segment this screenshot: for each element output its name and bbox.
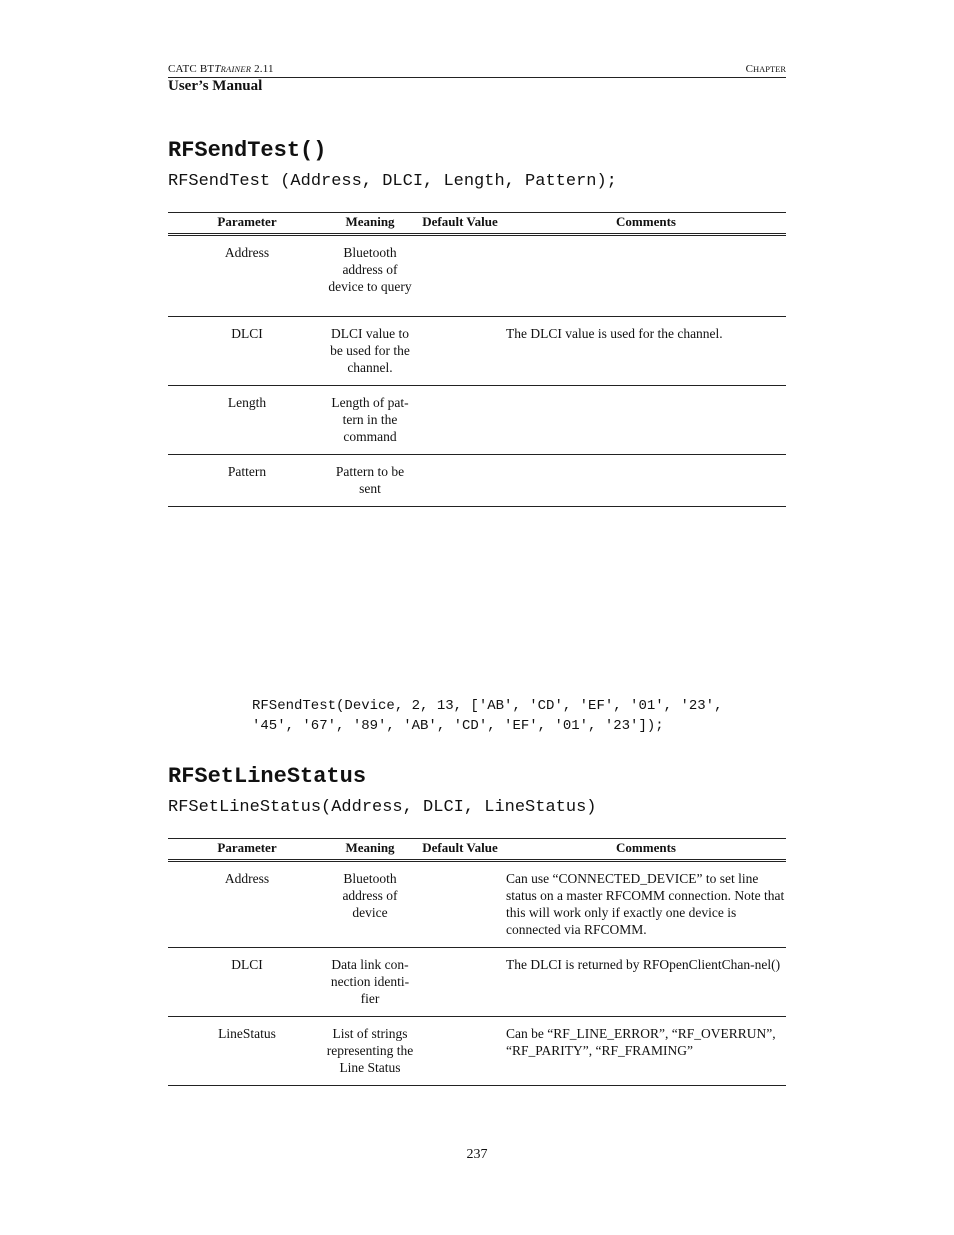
- table-row: [168, 235, 786, 317]
- running-header-chapter: [746, 63, 786, 75]
- cell-comments: The DLCI is returned by RFOpenClientChan-nel(): [506, 948, 786, 1017]
- cell-parameter: DLCI: [168, 948, 326, 1017]
- cell-parameter: DLCI: [168, 317, 326, 386]
- cell-default: [414, 235, 506, 317]
- table-row: [168, 455, 786, 507]
- header-subtitle: User’s Manual: [168, 78, 263, 94]
- table-row: [168, 1017, 786, 1086]
- header-chapter-rest: HAPTER: [752, 64, 786, 74]
- column-header-parameter: Parameter: [168, 213, 326, 235]
- section-title-rfsetlinestatus: RFSetLineStatus: [168, 764, 367, 789]
- cell-comments: [506, 455, 786, 507]
- function-signature-rfsendtest: RFSendTest (Address, DLCI, Length, Pattern);: [168, 172, 617, 191]
- cell-parameter: Address: [168, 861, 326, 948]
- table-row: [168, 386, 786, 455]
- cell-default: [414, 317, 506, 386]
- cell-meaning: Pattern to be sent: [326, 455, 414, 507]
- cell-parameter: Address: [168, 235, 326, 317]
- cell-meaning: Data link con-nection identi-fier: [326, 948, 414, 1017]
- cell-meaning: Bluetooth address of device: [326, 861, 414, 948]
- table-header-row: [168, 839, 786, 861]
- cell-parameter: Pattern: [168, 455, 326, 507]
- parameter-table-rfsetlinestatus: [168, 838, 786, 1086]
- cell-meaning: Bluetooth address of device to query: [326, 235, 414, 317]
- cell-default: [414, 861, 506, 948]
- code-example-line-1: RFSendTest(Device, 2, 13, ['AB', 'CD', 'EF', '01', '23',: [252, 698, 723, 714]
- column-header-meaning: Meaning: [326, 213, 414, 235]
- cell-comments: Can be “RF_LINE_ERROR”, “RF_OVERRUN”, “RF_PARITY”, “RF_FRAMING”: [506, 1017, 786, 1086]
- cell-default: [414, 948, 506, 1017]
- cell-comments: [506, 386, 786, 455]
- function-signature-rfsetlinestatus: RFSetLineStatus(Address, DLCI, LineStatus): [168, 798, 597, 817]
- cell-parameter: LineStatus: [168, 1017, 326, 1086]
- table-row: [168, 948, 786, 1017]
- cell-default: [414, 1017, 506, 1086]
- page-number: 237: [466, 1147, 488, 1162]
- column-header-comments: Comments: [506, 213, 786, 235]
- column-header-meaning: Meaning: [326, 839, 414, 861]
- table-header-row: [168, 213, 786, 235]
- cell-meaning: List of strings representing the Line Status: [326, 1017, 414, 1086]
- column-header-default-value: Default Value: [414, 839, 506, 861]
- header-trainer-initial: T: [214, 63, 221, 75]
- cell-parameter: Length: [168, 386, 326, 455]
- table-row: [168, 861, 786, 948]
- running-header-title: [168, 63, 274, 75]
- cell-comments: [506, 235, 786, 317]
- header-version: 2.11: [251, 63, 274, 75]
- cell-comments: Can use “CONNECTED_DEVICE” to set line status on a master RFCOMM connection. Note that this will work only if exactly one device is connected via RFCOMM.: [506, 861, 786, 948]
- section-title-rfsendtest: RFSendTest(): [168, 138, 327, 163]
- column-header-comments: Comments: [506, 839, 786, 861]
- table-row: [168, 317, 786, 386]
- cell-default: [414, 386, 506, 455]
- header-product: CATC BT: [168, 63, 215, 75]
- header-chapter-initial: C: [745, 63, 753, 75]
- cell-default: [414, 455, 506, 507]
- column-header-default-value: Default Value: [414, 213, 506, 235]
- cell-meaning: DLCI value to be used for the channel.: [326, 317, 414, 386]
- code-example-line-2: '45', '67', '89', 'AB', 'CD', 'EF', '01', '23']);: [252, 718, 664, 734]
- header-trainer-rest: RAINER: [220, 64, 252, 74]
- cell-meaning: Length of pat-tern in the command: [326, 386, 414, 455]
- column-header-parameter: Parameter: [168, 839, 326, 861]
- cell-comments: The DLCI value is used for the channel.: [506, 317, 786, 386]
- parameter-table-rfsendtest: [168, 212, 786, 507]
